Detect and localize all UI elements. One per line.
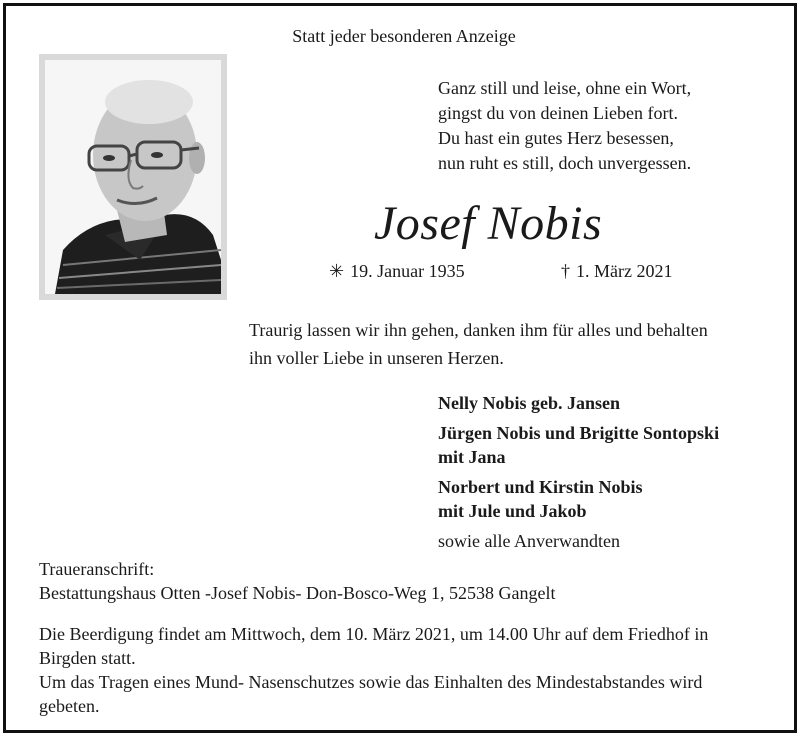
- death-date-line: [561, 261, 672, 282]
- mourners-list: [438, 391, 719, 553]
- portrait-frame: [39, 54, 227, 300]
- poem-line: Ganz still und leise, ohne ein Wort,: [438, 78, 692, 98]
- mourner-line: Jürgen Nobis und Brigitte Sontopski: [438, 423, 720, 443]
- birth-star-icon: ✳: [329, 261, 345, 281]
- tribute-text: [249, 316, 779, 372]
- notice-line: Die Beerdigung findet am Mittwoch, dem 10. März 2021, um 14.00 Uhr auf dem Friedhof in: [39, 624, 709, 644]
- poem-line: nun ruht es still, doch unvergessen.: [438, 153, 692, 173]
- portrait-photo-icon: [45, 60, 221, 294]
- mourning-address: [39, 557, 555, 605]
- other-relatives: sowie alle Anverwandten: [438, 531, 620, 551]
- notice-line: gebeten.: [39, 696, 100, 716]
- birth-date: 19. Januar 1935: [350, 261, 465, 281]
- mourner-line: mit Jule und Jakob: [438, 501, 587, 521]
- obituary-card: [3, 3, 797, 733]
- notice-line: Um das Tragen eines Mund- Nasenschutzes sowie das Einhalten des Mindestabstandes wird: [39, 672, 703, 692]
- birth-date-line: [329, 261, 465, 282]
- header-note: [6, 26, 794, 47]
- mourner-line: Nelly Nobis geb. Jansen: [438, 393, 621, 413]
- mourner-entry: [438, 421, 719, 469]
- poem-line: Du hast ein gutes Herz besessen,: [438, 128, 674, 148]
- notice-line: Birgden statt.: [39, 648, 136, 668]
- header-note-text: Statt jeder besonderen Anzeige: [292, 26, 516, 46]
- address-value: Bestattungshaus Otten -Josef Nobis- Don-Bosco-Weg 1, 52538 Gangelt: [39, 583, 556, 603]
- death-date: 1. März 2021: [576, 261, 673, 281]
- death-cross-icon: †: [561, 261, 570, 281]
- deceased-name: Josef Nobis: [374, 197, 603, 250]
- funeral-notice: [39, 622, 769, 718]
- tribute-line: Traurig lassen wir ihn gehen, danken ihm für alles und behalten: [249, 320, 708, 340]
- mourner-line: mit Jana: [438, 447, 506, 467]
- mourner-line: Norbert und Kirstin Nobis: [438, 477, 643, 497]
- mourner-entry: [438, 475, 719, 523]
- tribute-line: ihn voller Liebe in unseren Herzen.: [249, 348, 504, 368]
- mourner-entry: [438, 391, 719, 415]
- address-label: Traueranschrift:: [39, 559, 155, 579]
- poem-line: gingst du von deinen Lieben fort.: [438, 103, 678, 123]
- poem: [438, 76, 691, 176]
